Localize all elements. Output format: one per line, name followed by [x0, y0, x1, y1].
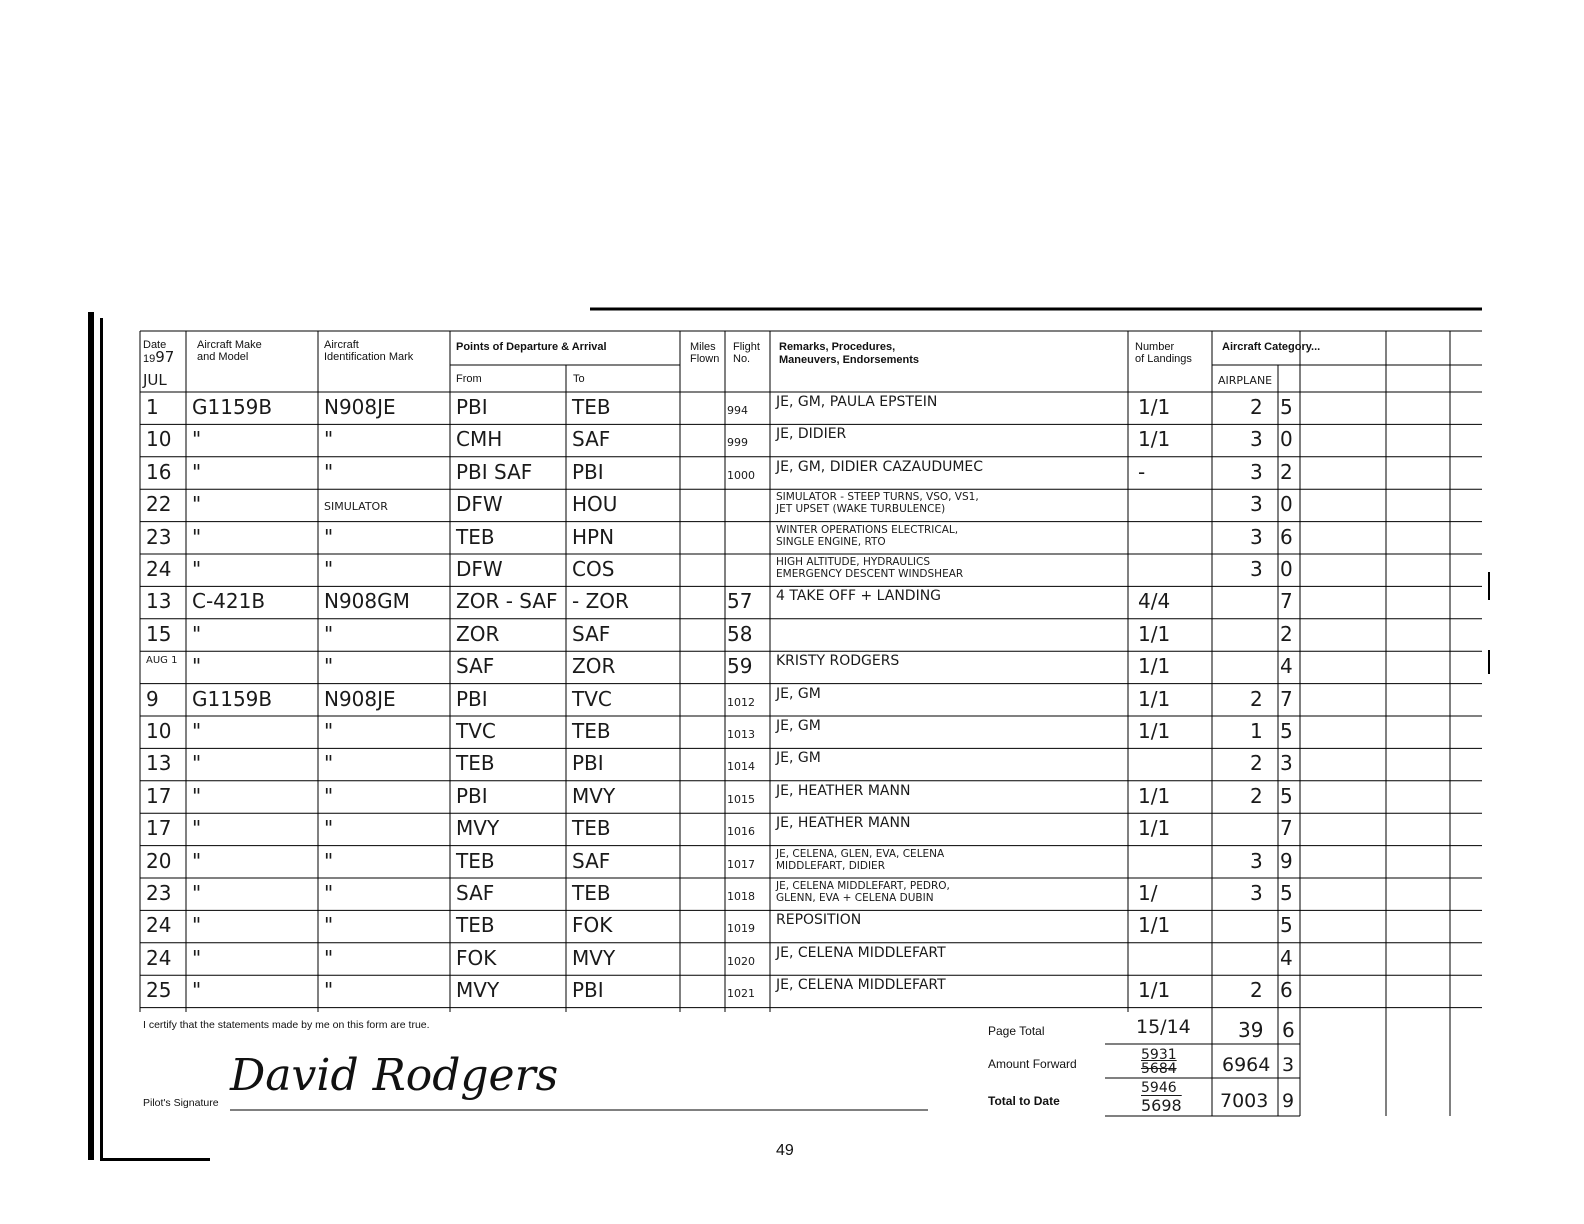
landings-cell: 1/1 [1138, 654, 1171, 679]
pilot-signature: David Rodgers [230, 1050, 559, 1101]
landings-cell: 1/1 [1138, 783, 1171, 808]
remarks-header: Remarks, Procedures, Maneuvers, Endorsements [779, 341, 919, 366]
total-to-date-label: Total to Date [988, 1094, 1060, 1108]
model-cell: " [192, 816, 202, 841]
to-cell: TEB [572, 395, 611, 419]
category-b-cell: 7 [1280, 589, 1293, 614]
model-cell: " [192, 492, 202, 517]
landings-cell: 1/1 [1138, 621, 1171, 646]
to-cell: SAF [572, 621, 611, 646]
flight-cell: 1016 [727, 825, 755, 839]
category-a-cell: 3 [1250, 848, 1263, 873]
flight-cell: 1015 [727, 792, 755, 806]
category-b-cell: 6 [1280, 524, 1293, 549]
remarks-cell: JE, HEATHER MANN [776, 815, 911, 832]
model-cell: " [192, 654, 202, 679]
to-cell: TEB [572, 881, 611, 905]
to-cell: COS [572, 557, 615, 581]
to-cell: TVC [572, 686, 612, 711]
from-cell: FOK [456, 945, 497, 970]
from-cell: DFW [456, 557, 503, 581]
to-cell: TEB [572, 719, 611, 743]
amount-forward-cat-a: 6964 [1222, 1054, 1271, 1076]
to-cell: HOU [572, 492, 618, 517]
category-b-cell: 0 [1280, 557, 1293, 581]
landings-cell: - [1138, 459, 1146, 484]
ident-cell: " [324, 427, 334, 452]
category-a-cell: 3 [1250, 881, 1263, 905]
to-header: To [573, 373, 585, 385]
miles-header: Miles Flown [690, 341, 720, 365]
ident-cell: " [324, 913, 334, 938]
model-cell: " [192, 427, 202, 452]
remarks-cell: JE, GM [776, 685, 821, 702]
to-cell: HPN [572, 524, 615, 549]
date-cell: 23 [146, 881, 172, 905]
flight-cell: 59 [727, 654, 753, 679]
date-cell: AUG 1 [146, 655, 178, 667]
to-cell: SAF [572, 848, 611, 873]
model-cell: G1159B [192, 686, 273, 711]
remarks-cell: JE, CELENA MIDDLEFART [776, 944, 946, 961]
model-cell: " [192, 913, 202, 938]
category-a-cell: 2 [1250, 783, 1263, 808]
date-cell: 22 [146, 492, 172, 517]
from-cell: MVY [456, 816, 500, 841]
category-b-cell: 5 [1280, 719, 1293, 743]
remarks-cell: JE, GM [776, 718, 821, 734]
to-cell: ZOR [572, 654, 616, 679]
flight-cell: 1019 [727, 922, 755, 936]
ident-cell: " [324, 751, 334, 776]
ident-cell: " [324, 524, 334, 549]
category-a-cell: 2 [1250, 395, 1263, 419]
ident-cell: " [324, 621, 334, 646]
from-cell: MVY [456, 978, 500, 1003]
category-b-cell: 4 [1280, 945, 1293, 970]
amount-forward-landings-1: 5931 [1141, 1047, 1177, 1063]
ident-cell: N908JE [324, 395, 396, 419]
flight-cell: 1018 [727, 890, 755, 903]
date-cell: 13 [146, 589, 172, 614]
model-cell: " [192, 621, 202, 646]
from-cell: PBI SAF [456, 459, 533, 484]
amount-forward-label: Amount Forward [988, 1057, 1077, 1071]
model-cell: " [192, 978, 202, 1003]
category-a-cell: 3 [1250, 557, 1263, 581]
model-cell: " [192, 848, 202, 873]
remarks-cell: JE, GM, PAULA EPSTEIN [776, 394, 938, 410]
from-cell: SAF [456, 654, 495, 679]
landings-cell: 1/1 [1138, 427, 1171, 452]
model-cell: " [192, 881, 202, 905]
flight-cell: 1020 [727, 954, 755, 968]
remarks-cell: HIGH ALTITUDE, HYDRAULICS EMERGENCY DESCENT WINDSHEAR [776, 556, 964, 580]
remarks-cell: KRISTY RODGERS [776, 653, 900, 670]
landings-cell: 1/1 [1138, 395, 1171, 419]
category-header: Aircraft Category... [1222, 341, 1321, 353]
ident-cell: SIMULATOR [324, 500, 388, 514]
points-header: Points of Departure & Arrival [456, 341, 607, 353]
flight-header: Flight No. [733, 341, 760, 365]
flight-cell: 1021 [727, 987, 755, 1001]
from-cell: ZOR - SAF [456, 589, 558, 614]
remarks-cell: WINTER OPERATIONS ELECTRICAL, SINGLE ENGINE, RTO [776, 523, 959, 548]
category-a-cell: 3 [1250, 459, 1263, 484]
amount-forward-landings-2: 5684 [1141, 1061, 1177, 1077]
ident-cell: N908GM [324, 589, 410, 614]
category-a-cell: 2 [1250, 751, 1263, 776]
category-b-cell: 5 [1280, 913, 1293, 938]
remarks-cell: JE, CELENA MIDDLEFART [776, 977, 946, 994]
date-header: Date 1997 [143, 339, 175, 366]
ident-cell: " [324, 978, 334, 1003]
from-cell: DFW [456, 492, 503, 517]
from-cell: TVC [456, 719, 496, 743]
to-cell: - ZOR [572, 589, 629, 614]
date-cell: 13 [146, 751, 172, 776]
remarks-cell: 4 TAKE OFF + LANDING [776, 588, 942, 605]
category-b-cell: 5 [1280, 783, 1293, 808]
flight-cell: 1014 [727, 760, 755, 774]
category-b-cell: 2 [1280, 621, 1293, 646]
category-b-cell: 4 [1280, 654, 1293, 679]
total-to-date-landings-2: 5698 [1141, 1096, 1182, 1115]
date-cell: 20 [146, 848, 172, 873]
model-cell: " [192, 783, 202, 808]
certify-text: I certify that the statements made by me on this form are true. [143, 1019, 430, 1031]
from-cell: CMH [456, 427, 503, 452]
category-a-cell: 3 [1250, 524, 1263, 549]
landings-cell: 1/1 [1138, 913, 1171, 938]
landings-cell: 1/1 [1138, 978, 1171, 1003]
flight-cell: 1017 [727, 857, 755, 871]
to-cell: PBI [572, 459, 604, 484]
category-a-cell: 2 [1250, 978, 1263, 1003]
airplane-label: AIRPLANE [1218, 374, 1273, 387]
flight-cell: 1000 [727, 468, 755, 482]
from-cell: TEB [456, 913, 495, 938]
date-cell: 23 [146, 524, 172, 549]
date-cell: 17 [146, 816, 172, 841]
ident-cell: " [324, 459, 334, 484]
ident-cell: " [324, 557, 334, 581]
ident-cell: " [324, 848, 334, 873]
from-cell: TEB [456, 848, 495, 873]
to-cell: FOK [572, 913, 613, 938]
date-cell: 9 [146, 686, 159, 711]
ident-cell: " [324, 881, 334, 905]
category-a-cell: 2 [1250, 686, 1263, 711]
from-cell: TEB [456, 751, 495, 776]
landings-cell: 1/1 [1138, 816, 1171, 841]
ident-header: Aircraft Identification Mark [324, 339, 414, 363]
category-b-cell: 0 [1280, 492, 1293, 517]
model-cell: G1159B [192, 395, 273, 419]
remarks-cell: JE, CELENA, GLEN, EVA, CELENA MIDDLEFART, DIDIER [776, 847, 945, 872]
from-cell: TEB [456, 524, 495, 549]
category-b-cell: 0 [1280, 427, 1293, 452]
page-total-cat-b: 6 [1282, 1018, 1295, 1042]
ident-cell: " [324, 719, 334, 743]
to-cell: PBI [572, 751, 604, 776]
model-cell: " [192, 719, 202, 743]
from-cell: SAF [456, 881, 495, 905]
category-a-cell: 1 [1250, 719, 1263, 743]
signature-label: Pilot's Signature [143, 1097, 219, 1109]
model-cell: C-421B [192, 589, 266, 614]
remarks-cell: REPOSITION [776, 912, 862, 929]
from-cell: PBI [456, 686, 488, 711]
date-cell: 16 [146, 459, 172, 484]
total-to-date-landings-1: 5946 [1141, 1080, 1177, 1096]
to-cell: MVY [572, 945, 616, 970]
category-b-cell: 7 [1280, 816, 1293, 841]
from-header: From [456, 373, 482, 385]
remarks-cell: JE, GM [776, 750, 821, 767]
from-cell: PBI [456, 783, 488, 808]
landings-cell: 1/1 [1138, 686, 1171, 711]
category-b-cell: 7 [1280, 686, 1293, 711]
landings-cell: 4/4 [1138, 589, 1171, 614]
month-label: JUL [143, 371, 167, 389]
category-b-cell: 5 [1280, 881, 1293, 905]
category-b-cell: 9 [1280, 848, 1293, 873]
landings-cell: 1/ [1138, 881, 1158, 905]
remarks-cell: JE, CELENA MIDDLEFART, PEDRO, GLENN, EVA + CELENA DUBIN [776, 880, 950, 904]
page-total-label: Page Total [988, 1024, 1045, 1038]
to-cell: MVY [572, 783, 616, 808]
model-cell: " [192, 524, 202, 549]
flight-cell: 1012 [727, 695, 755, 709]
category-b-cell: 3 [1280, 751, 1293, 776]
flight-cell: 58 [727, 621, 753, 646]
flight-cell: 1013 [727, 728, 755, 741]
to-cell: TEB [572, 816, 611, 841]
page-total-cat-a: 39 [1238, 1018, 1264, 1042]
from-cell: ZOR [456, 621, 500, 646]
model-cell: " [192, 751, 202, 776]
ident-cell: N908JE [324, 686, 396, 711]
remarks-cell: JE, DIDIER [776, 426, 847, 443]
model-cell: " [192, 459, 202, 484]
flight-cell: 994 [727, 404, 748, 417]
date-cell: 24 [146, 557, 172, 581]
ident-cell: " [324, 816, 334, 841]
page-number: 49 [776, 1142, 794, 1159]
landings-header: Number of Landings [1135, 341, 1192, 365]
remarks-cell: SIMULATOR - STEEP TURNS, VSO, VS1, JET UPSET (WAKE TURBULENCE) [776, 491, 979, 516]
category-b-cell: 5 [1280, 395, 1293, 419]
ident-cell: " [324, 783, 334, 808]
date-cell: 1 [146, 395, 159, 419]
flight-cell: 57 [727, 589, 753, 614]
date-cell: 17 [146, 783, 172, 808]
date-cell: 15 [146, 621, 172, 646]
page-total-landings: 15/14 [1136, 1016, 1191, 1038]
category-a-cell: 3 [1250, 427, 1263, 452]
ident-cell: " [324, 654, 334, 679]
date-cell: 10 [146, 427, 172, 452]
category-a-cell: 3 [1250, 492, 1263, 517]
remarks-cell: JE, HEATHER MANN [776, 782, 911, 799]
date-cell: 24 [146, 913, 172, 938]
model-cell: " [192, 945, 202, 970]
category-b-cell: 6 [1280, 978, 1293, 1003]
date-cell: 10 [146, 719, 172, 743]
landings-cell: 1/1 [1138, 719, 1171, 743]
category-b-cell: 2 [1280, 459, 1293, 484]
to-cell: SAF [572, 427, 611, 452]
total-to-date-cat-a: 7003 [1220, 1090, 1269, 1112]
date-cell: 24 [146, 945, 172, 970]
remarks-cell: JE, GM, DIDIER CAZAUDUMEC [776, 458, 984, 475]
flight-cell: 999 [727, 436, 748, 450]
model-cell: " [192, 557, 202, 581]
to-cell: PBI [572, 978, 604, 1003]
from-cell: PBI [456, 395, 488, 419]
date-cell: 25 [146, 978, 172, 1003]
make-model-header: Aircraft Make and Model [197, 339, 262, 363]
ident-cell: " [324, 945, 334, 970]
amount-forward-cat-b: 3 [1282, 1054, 1295, 1076]
total-to-date-cat-b: 9 [1282, 1090, 1295, 1112]
